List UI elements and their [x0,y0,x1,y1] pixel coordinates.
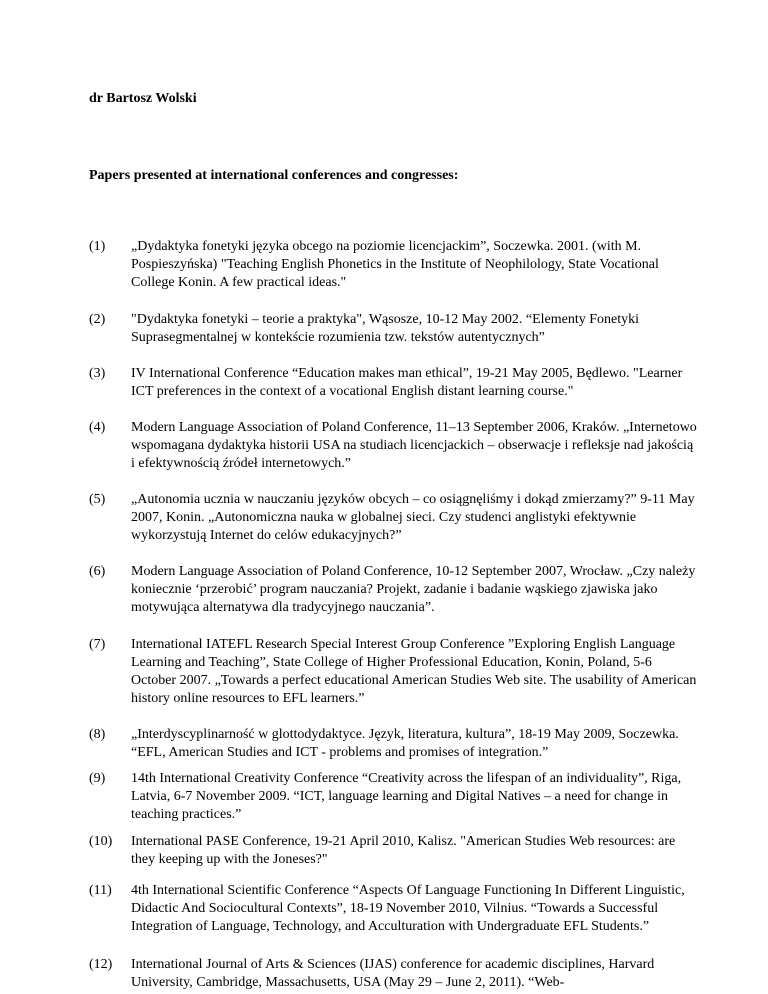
list-text: Modern Language Association of Poland Conference, 11–13 September 2006, Kraków. „Internetowo wspomagana dydaktyka historii USA na studiach licencjackich – obserwacje i refleksje nad jakością i efektywnością źródeł internetowych.” [131,420,697,471]
list-item [89,726,699,762]
list-text: „Autonomia ucznia w nauczaniu języków obcych – co osiągnęliśmy i dokąd zmierzamy?” 9-11 May 2007, Konin. „Autonomiczna nauka w globalnej sieci. Czy studenci anglistyki efektywnie wykorzystują Internet do celów edukacyjnych?” [131,492,695,543]
list-number: (2) [89,312,106,327]
list-number: (8) [89,727,106,742]
list-text: International PASE Conference, 19-21 April 2010, Kalisz. "American Studies Web resources: are they keeping up with the Joneses?" [131,834,676,867]
list-item [89,311,699,347]
list-number: (9) [89,771,106,786]
list-text: International IATEFL Research Special Interest Group Conference ”Exploring English Language Learning and Teaching”, State College of Higher Professional Education, Konin, Poland, 5-6 October 2007. „Towards a perfect educational American Studies Web site. The usability of American history online resources to EFL learners.” [131,637,697,706]
list-item [89,833,699,869]
list-text: 14th International Creativity Conference “Creativity across the lifespan of an individuality”, Riga, Latvia, 6-7 November 2009. “ICT, language learning and Digital Natives – a need for change in teaching practices.” [131,771,682,822]
list-item [89,419,699,473]
list-text: „Dydaktyka fonetyki języka obcego na poziomie licencjackim”, Soczewka. 2001. (with M. Pospieszyńska) "Teaching English Phonetics in the Institute of Neophilology, State Vocational College Konin. A few practical ideas." [131,239,659,290]
list-text: International Journal of Arts & Sciences (IJAS) conference for academic disciplines, Harvard University, Cambridge, Massachusetts, USA (May 29 – June 2, 2011). “Web- [131,957,655,990]
list-item [89,365,699,401]
list-number: (1) [89,239,106,254]
list-item [89,882,699,936]
list-number: (3) [89,366,106,381]
list-item [89,491,699,545]
section-heading: Papers presented at international conferences and congresses: [89,168,459,183]
list-item [89,238,699,292]
author-name: dr Bartosz Wolski [89,91,197,106]
list-text: Modern Language Association of Poland Conference, 10-12 September 2007, Wrocław. „Czy należy koniecznie ‘przerobić’ program nauczania? Projekt, zadanie i badanie wąskiego zjawiska jako motywująca alternatywa dla tradycyjnego nauczania”. [131,564,696,615]
list-number: (10) [89,834,113,849]
list-number: (5) [89,492,106,507]
list-text: "Dydaktyka fonetyki – teorie a praktyka", Wąsosze, 10-12 May 2002. “Elementy Fonetyki Suprasegmentalnej w kontekście rozumienia tzw. tekstów autentycznych” [131,312,640,345]
list-number: (6) [89,564,106,579]
list-number: (11) [89,883,112,898]
list-text: 4th International Scientific Conference “Aspects Of Language Functioning In Different Linguistic, Didactic And Sociocultural Contexts”, 18-19 November 2010, Vilnius. “Towards a Successful Integration of Language, Technology, and Acculturation with Undergraduate EFL Students.” [131,883,685,934]
list-text: „Interdyscyplinarność w glottodydaktyce. Język, literatura, kultura”, 18-19 May 2009, Soczewka. “EFL, American Studies and ICT - problems and promises of integration.” [131,727,679,760]
list-text: IV International Conference “Education makes man ethical”, 19-21 May 2005, Będlewo. "Learner ICT preferences in the context of a vocational English distant learning course." [131,366,683,399]
list-item [89,563,699,617]
list-item [89,636,699,708]
list-item [89,956,699,992]
list-number: (7) [89,637,106,652]
list-number: (12) [89,957,113,972]
list-item [89,770,699,824]
list-number: (4) [89,420,106,435]
